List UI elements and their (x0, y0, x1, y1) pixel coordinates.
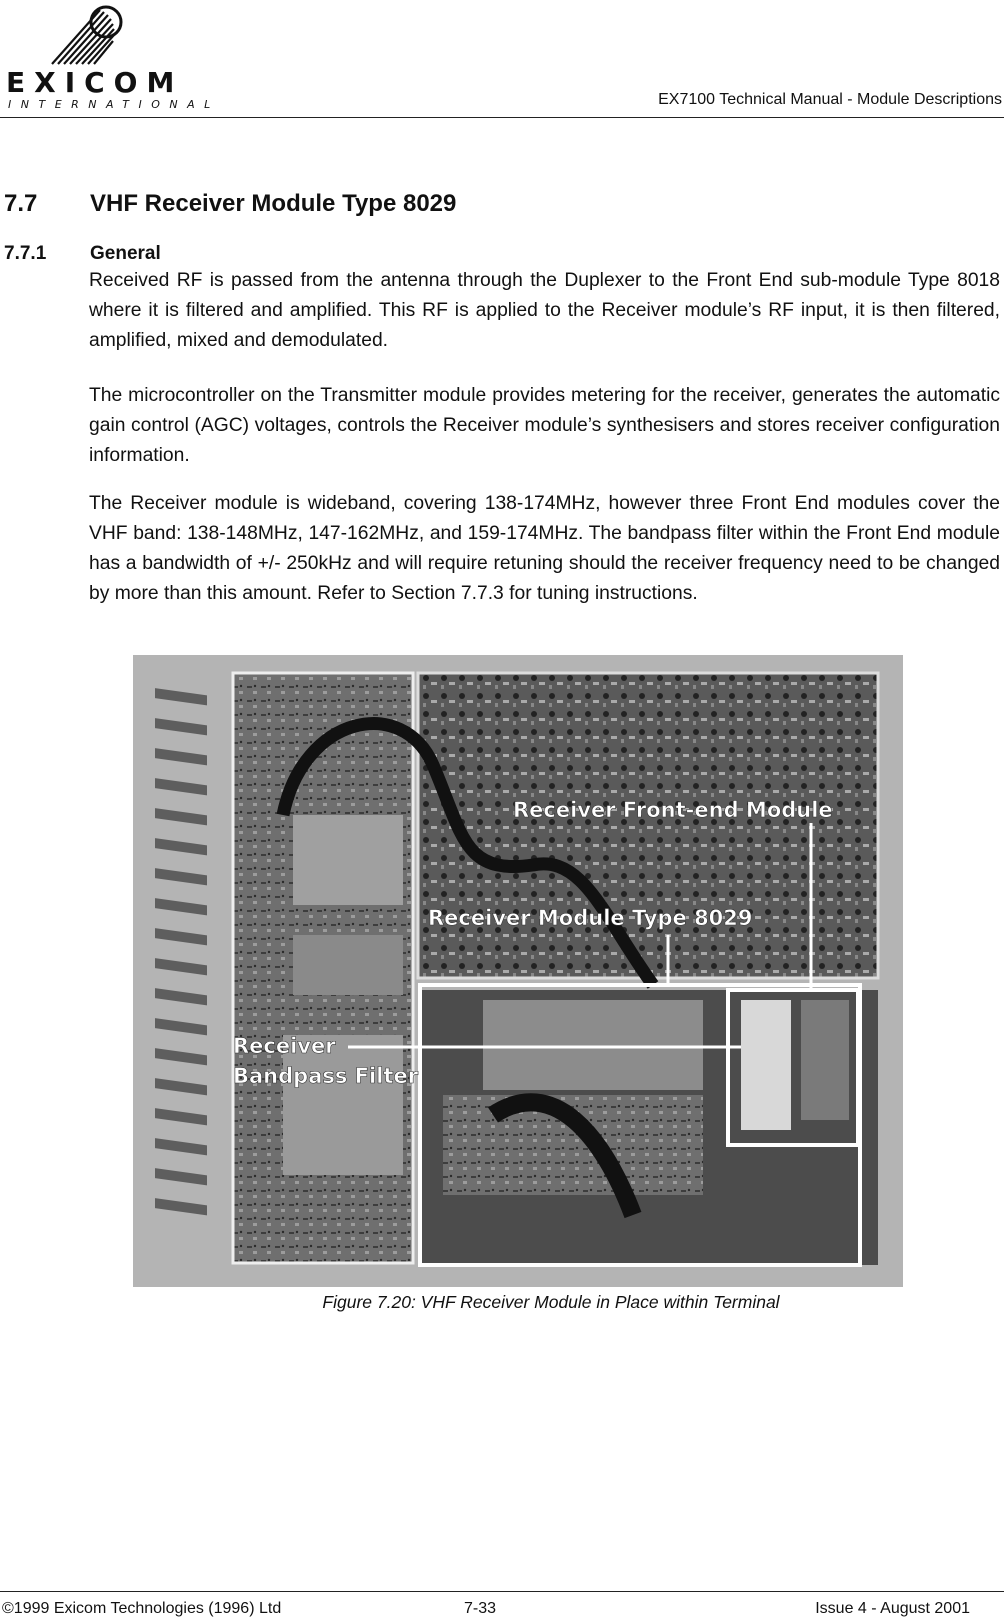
section-number: 7.7 (4, 190, 38, 217)
terminal-photo (133, 655, 903, 1287)
footer-issue: Issue 4 - August 2001 (815, 1600, 970, 1617)
page-header (0, 0, 1004, 118)
footer-page-number: 7-33 (464, 1600, 497, 1617)
section-title: VHF Receiver Module Type 8029 (90, 190, 457, 217)
logo-wordmark: EXICOM (6, 66, 184, 99)
paragraph-1: Received RF is passed from the antenna through the Duplexer to the Front End sub-module Type 8018 where it is filtered and amplified. This RF is applied to the Receiver module’s RF input, it is then filtered, amplified, mixed and demodulated. (89, 270, 1000, 351)
footer-divider (0, 1591, 1004, 1592)
label-bandpass-filter-line2: Bandpass Filter (233, 1064, 419, 1088)
subsection-number: 7.7.1 (4, 243, 47, 264)
subsection-title: General (90, 243, 161, 264)
logo-subtitle: INTERNATIONAL (8, 98, 220, 111)
header-divider (0, 117, 1004, 118)
label-front-end-module: Receiver Front-end Module (513, 798, 833, 822)
figure-photo (133, 655, 903, 1287)
running-header-title: EX7100 Technical Manual - Module Descriptions (658, 91, 1002, 108)
exicom-logo (2, 2, 220, 112)
paragraph-3: The Receiver module is wideband, covering 138-174MHz, however three Front End modules cover the VHF band: 138-148MHz, 147-162MHz, and 159-174MHz. The bandpass filter within the Front End module has a bandwidth of +/- 250kHz and will require retuning should the receiver frequency need to be changed by more than this amount. Refer to Section 7.7.3 for tuning instructions. (89, 493, 1000, 604)
figure-caption-text: Figure 7.20: VHF Receiver Module in Place within Terminal (322, 1292, 780, 1312)
footer-copyright: ©1999 Exicom Technologies (1996) Ltd (2, 1600, 282, 1617)
label-bandpass-filter-line1: Receiver (233, 1034, 336, 1058)
paragraph-2: The microcontroller on the Transmitter module provides metering for the receiver, generates the automatic gain control (AGC) voltages, controls the Receiver module’s synthesisers and stores receiver configuration information. (89, 385, 1000, 466)
logo-mark-icon (2, 2, 172, 72)
label-receiver-module: Receiver Module Type 8029 (428, 906, 753, 930)
figure-caption (0, 1292, 1004, 1313)
